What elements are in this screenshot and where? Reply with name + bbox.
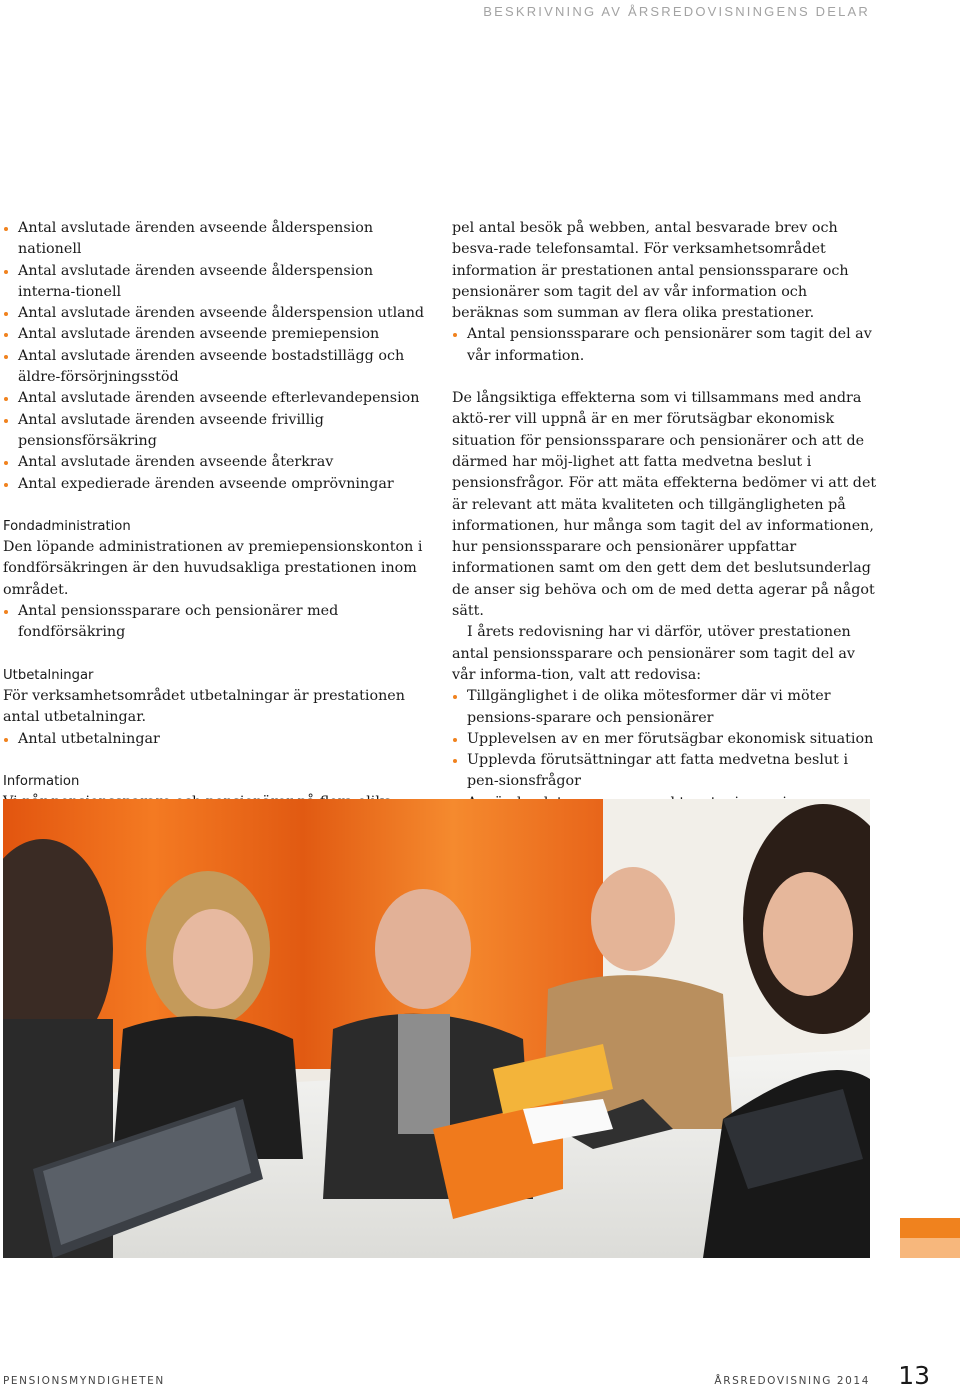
- list-item: Antal utbetalningar: [3, 729, 428, 750]
- list-item: Antal pensionssparare och pensionärer med fondförsäkring: [3, 601, 428, 644]
- list-item: Antal avslutade ärenden avseende bostadstillägg och äldre-försörjningsstöd: [3, 346, 428, 389]
- footer-organization: PENSIONSMYNDIGHETEN: [3, 1375, 165, 1387]
- list-item: Antal expedierade ärenden avseende omprövningar: [3, 474, 428, 495]
- list-item: Antal avslutade ärenden avseende återkrav: [3, 452, 428, 473]
- paragraph: För verksamhetsområdet utbetalningar är prestationen antal utbetalningar.: [3, 687, 405, 726]
- list-item: Antal avslutade ärenden avseende ålderspension nationell: [3, 218, 428, 261]
- accent-tab: [900, 1218, 960, 1238]
- bullet-list-utbetalningar: [3, 729, 428, 750]
- list-item: Upplevelsen av en mer förutsägbar ekonomisk situation: [452, 729, 877, 750]
- meeting-photo: [3, 799, 870, 1258]
- section-heading-utbetalningar: Utbetalningar: [3, 667, 94, 683]
- list-item: Antal avslutade ärenden avseende premiepension: [3, 324, 428, 345]
- left-column: [3, 218, 428, 856]
- list-item: Upplevda förutsättningar att fatta medvetna beslut i pen-sionsfrågor: [452, 750, 877, 793]
- page-number: 13: [898, 1361, 930, 1390]
- section-heading-fondadministration: Fondadministration: [3, 518, 131, 534]
- right-column: [452, 218, 877, 814]
- running-header: BESKRIVNING AV ÅRSREDOVISNINGENS DELAR: [483, 4, 870, 19]
- section-heading-information: Information: [3, 773, 80, 789]
- bullet-list-fond: [3, 601, 428, 644]
- accent-tab-light: [900, 1238, 960, 1258]
- meeting-illustration: [3, 799, 870, 1258]
- list-item: Antal avslutade ärenden avseende ålderspension interna-tionell: [3, 261, 428, 304]
- list-item: Antal avslutade ärenden avseende frivillig pensionsförsäkring: [3, 410, 428, 453]
- footer-report-title: ÅRSREDOVISNING 2014: [714, 1375, 870, 1387]
- paragraph: Den löpande administrationen av premiepensionskonton i fondförsäkringen är den huvudsakliga prestationen inom området.: [3, 539, 423, 598]
- list-item: Antal pensionssparare och pensionärer som tagit del av vår information.: [452, 324, 877, 367]
- paragraph: De långsiktiga effekterna som vi tillsammans med andra aktö-rer vill uppnå är en mer förutsägbar ekonomisk situation för pensionssparare och pensionärer och att de därmed har möj-lighet att fatta medvetna beslut i pensionsfrågor. För att mäta effekterna bedömer vi att det är relevant att mäta kvaliteten och tillgängligheten på informationen, hur många som tagit del av informationen, hur pensionssparare och pensionärer uppfattar informationen samt om den gett dem det beslutsunderlag de anser sig behöva och om de med detta agerar på något sätt.: [452, 390, 877, 620]
- bullet-list-information: [452, 324, 877, 367]
- list-item: Antal avslutade ärenden avseende efterlevandepension: [3, 388, 428, 409]
- bullet-list-intro: [3, 218, 428, 495]
- list-item: Antal avslutade ärenden avseende ålderspension utland: [3, 303, 428, 324]
- list-item: Tillgänglighet i de olika mötesformer där vi möter pensions-sparare och pensionärer: [452, 686, 877, 729]
- paragraph: I årets redovisning har vi därför, utöver prestationen antal pensionssparare och pensionärer som tagit del av vår informa-tion, valt att redovisa:: [452, 624, 855, 683]
- paragraph: pel antal besök på webben, antal besvarade brev och besva-rade telefonsamtal. För verksamhetsområdet information är prestationen antal pensionssparare och pensionärer som tagit del av vår information och beräknas som summan av flera olika prestationer.: [452, 220, 849, 322]
- bullet-list-redovisa: [452, 686, 877, 814]
